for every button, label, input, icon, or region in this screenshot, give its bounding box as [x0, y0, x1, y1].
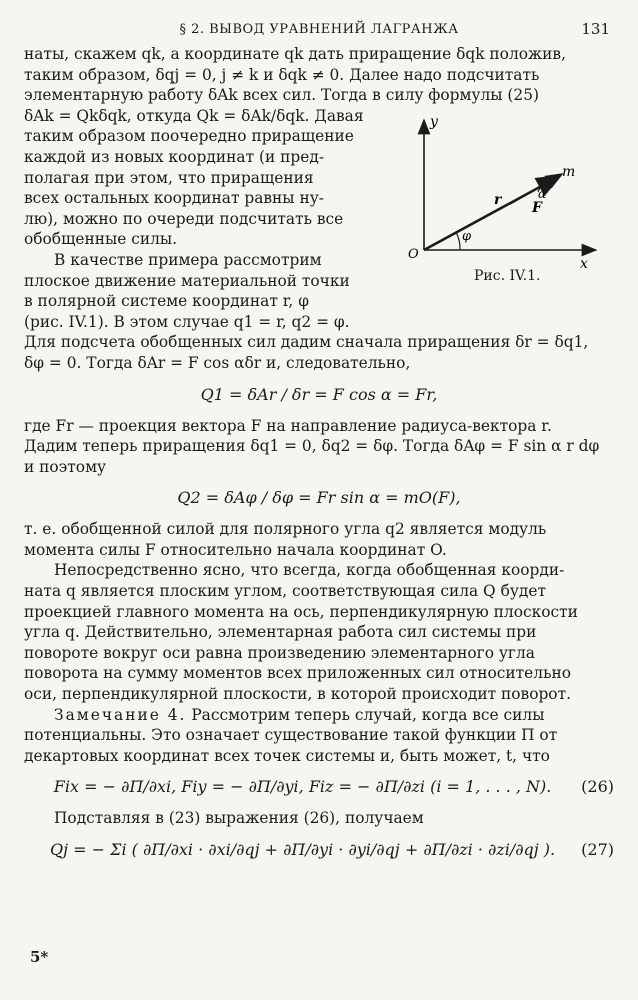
formula-q1: Q1 = δAr / δr = F cos α = Fr,: [200, 384, 438, 404]
text-line: [24, 705, 614, 726]
text-line: момента силы F относительно начала координат O.: [24, 540, 447, 559]
equation-number: (26): [581, 777, 614, 797]
label-phi: φ: [462, 228, 472, 244]
text-line: оси, перпендикулярной плоскости, в которой происходит поворот.: [24, 685, 571, 704]
figure-polar-coordinates: [390, 108, 614, 308]
text-line: т. е. обобщенной силой для полярного угла q2 является модуль: [24, 520, 547, 539]
label-x: x: [580, 255, 588, 272]
formula-26: [24, 776, 614, 798]
text-line: где Fr — проекция вектора F на направление радиуса-вектора r.: [24, 416, 552, 435]
text-line: потенциальны. Это означает существование такой функции П от: [24, 726, 558, 745]
book-page: [24, 14, 614, 871]
formula-q2: Q2 = δAφ / δφ = Fr sin α = mO(F),: [177, 488, 461, 508]
text-line: декартовых координат всех точек системы и, быть может, t, что: [24, 746, 550, 765]
text-line: Для подсчета обобщенных сил дадим сначала приращения δr = δq1,: [24, 333, 589, 352]
equation-number: (27): [581, 840, 614, 859]
text-line: повороте вокруг оси равна произведению элементарного угла: [24, 643, 535, 662]
text-line: плоское движение материальной точки: [24, 271, 350, 290]
text-line: каждой из новых координат (и пред-: [24, 147, 325, 166]
text-line: таким образом, δqj = 0, j ≠ k и δqk ≠ 0. Далее надо подсчитать: [24, 65, 540, 84]
formula-27: [24, 839, 614, 861]
paragraph-remark: [24, 705, 614, 767]
paragraph-projection: [24, 416, 614, 478]
running-header: [24, 14, 614, 44]
text-line: в полярной системе координат r, φ: [24, 292, 309, 311]
text-line: Дадим теперь приращения δq1 = 0, δq2 = δφ. Тогда δAφ = F sin α r dφ: [24, 437, 600, 456]
text-line: Непосредственно ясно, что всегда, когда обобщенная коорди-: [54, 561, 565, 580]
text-line: В качестве примера рассмотрим: [54, 250, 322, 269]
text-line: δAk = Qkδqk, откуда Qk = δAk/δqk. Давая: [24, 106, 364, 125]
formula-body: Qj = − Σi ( ∂П/∂xi · ∂xi/∂qj + ∂П/∂yi · ∂yi/∂qj + ∂П/∂zi · ∂zi/∂qj ).: [50, 840, 556, 859]
paragraph-moment: [24, 519, 614, 560]
text-line: лю), можно по очереди подсчитать все: [24, 209, 344, 228]
text-line: δφ = 0. Тогда δAr = F cos αδr и, следовательно,: [24, 353, 411, 372]
text-line: ната q является плоским углом, соответствующая сила Q будет: [24, 582, 546, 601]
angle-phi-arc: [456, 232, 460, 250]
text-line: элементарную работу δAk всех сил. Тогда в силу формулы (25): [24, 86, 540, 105]
text-line: полагая при этом, что приращения: [24, 168, 314, 187]
label-alpha: α: [538, 186, 547, 201]
formula-body: Fix = − ∂П/∂xi, Fiy = − ∂П/∂yi, Fiz = − ∂П/∂zi (i = 1, . . . , N).: [53, 777, 552, 797]
label-r: r: [494, 191, 502, 208]
label-m: m: [562, 163, 576, 180]
text-line: и поэтому: [24, 457, 107, 476]
signature-mark: 5*: [30, 948, 49, 966]
text-line: Подставляя в (23) выражения (26), получаем: [54, 809, 424, 828]
text-line: наты, скажем qk, а координате qk дать приращение δqk положив,: [24, 45, 566, 63]
figure-caption: Рис. IV.1.: [474, 267, 541, 284]
remark-text: Рассмотрим теперь случай, когда все силы: [191, 705, 545, 724]
paragraph-angle: [24, 560, 614, 704]
label-o: O: [408, 246, 419, 262]
section-title: § 2. ВЫВОД УРАВНЕНИЙ ЛАГРАНЖА: [179, 22, 459, 37]
text-line: всех остальных координат равны ну-: [24, 189, 324, 208]
text-line: таким образом поочередно приращение: [24, 127, 354, 146]
page-number: 131: [581, 20, 610, 38]
remark-label: Замечание 4.: [54, 705, 187, 724]
text-line: поворота на сумму моментов всех приложенных сил относительно: [24, 664, 571, 683]
text-line: угла q. Действительно, элементарная работа сил системы при: [24, 623, 537, 642]
label-F: F: [532, 199, 542, 216]
text-line: обобщенные силы.: [24, 230, 178, 249]
label-y: y: [430, 113, 438, 130]
text-line: проекцией главного момента на ось, перпендикулярную плоскости: [24, 602, 578, 621]
text-line: (рис. IV.1). В этом случае q1 = r, q2 = φ.: [24, 312, 350, 331]
